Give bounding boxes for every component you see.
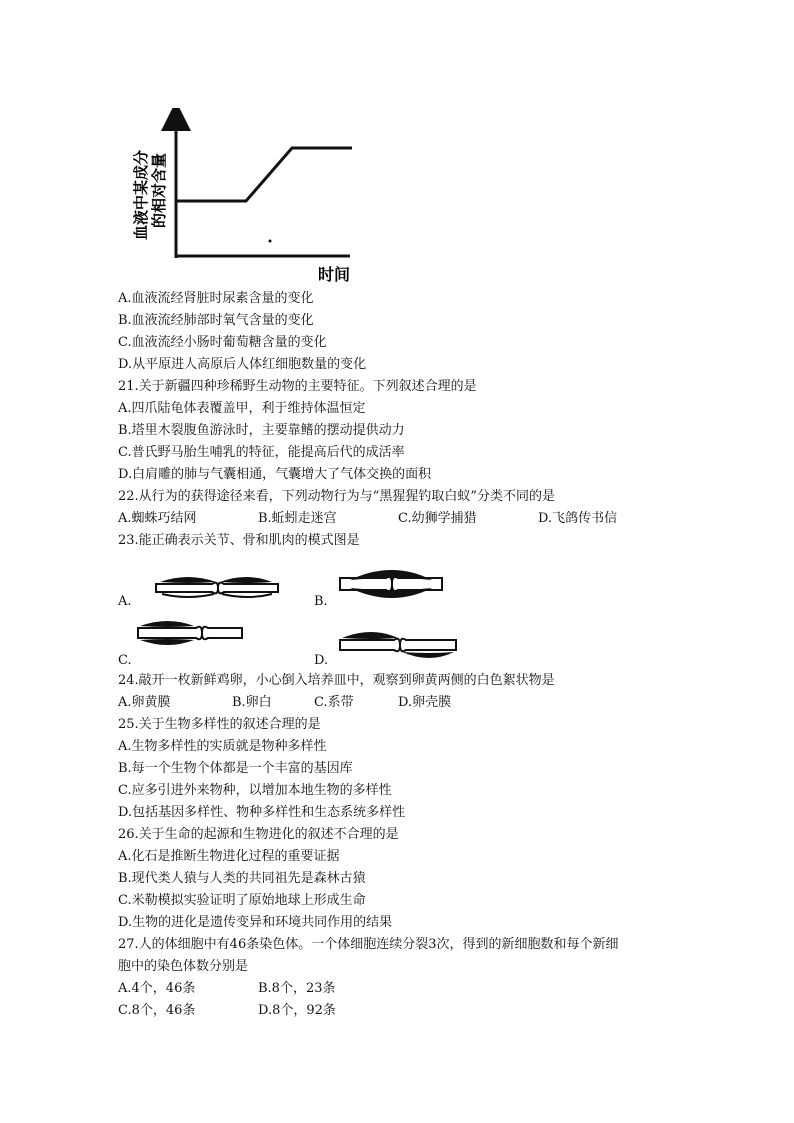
q25-option-b: B.每一个生物个体都是一个丰富的基因库 (118, 761, 353, 776)
q26-option-a: A.化石是推断生物进化过程的重要证据 (118, 849, 340, 864)
q24-option-b: B.卵白 (232, 695, 272, 710)
curve (176, 148, 352, 201)
y-axis-label-line2: 的相对含量 (150, 152, 168, 228)
q26-option-b: B.现代类人猿与人类的共同祖先是森林古猿 (118, 871, 366, 886)
q27-option-c: C.8个，46条 (118, 1003, 196, 1018)
q21-option-a: A.四爪陆龟体表覆盖甲，利于维持体温恒定 (118, 401, 366, 416)
q20-option-a: A.血液流经肾脏时尿素含量的变化 (118, 291, 314, 306)
q27-stem-line1: 27.人的体细胞中有46条染色体。一个体细胞连续分裂3次，得到的新细胞数和每个新细 (118, 937, 619, 952)
q27-option-a: A.4个，46条 (118, 981, 196, 996)
q23-stem: 23.能正确表示关节、骨和肌肉的模式图是 (118, 533, 360, 548)
q25-option-d: D.包括基因多样性、物种多样性和生态系统多样性 (118, 805, 406, 820)
q22-stem: 22.从行为的获得途径来看，下列动物行为与“黑猩猩钓取白蚁”分类不同的是 (118, 489, 555, 504)
q23-label-a: A. (118, 594, 132, 609)
q20-option-d: D.从平原进人高原后人体红细胞数量的变化 (118, 357, 367, 372)
x-axis-label: 时间 (318, 265, 351, 284)
q22-option-d: D.飞鸽传书信 (538, 511, 618, 526)
q22-option-a: A.蜘蛛巧结网 (118, 511, 197, 526)
q23-diagram-c (134, 616, 246, 650)
q27-option-d: D.8个，92条 (258, 1003, 336, 1018)
q24-option-a: A.卵黄膜 (118, 695, 171, 710)
q23-label-b: B. (314, 594, 328, 609)
q27-option-b: B.8个，23条 (258, 981, 336, 996)
q21-option-c: C.普氏野马胎生哺乳的特征，能提高后代的成活率 (118, 445, 405, 460)
q22-option-b: B.蚯蚓走迷宫 (258, 511, 337, 526)
q20-option-b: B.血液流经肺部时氧气含量的变化 (118, 313, 314, 328)
q24-stem: 24.敲开一枚新鲜鸡卵，小心倒入培养皿中，观察到卵黄两侧的白色絮状物是 (118, 673, 555, 688)
q22-option-c: C.幼狮学捕猎 (398, 511, 477, 526)
q23-diagram-a (152, 570, 282, 606)
q25-option-c: C.应多引进外来物种，以增加本地生物的多样性 (118, 783, 392, 798)
q21-option-b: B.塔里木裂腹鱼游泳时，主要靠鳍的摆动提供动力 (118, 423, 405, 438)
q20-option-c: C.血液流经小肠时葡萄糖含量的变化 (118, 335, 327, 350)
q25-option-a: A.生物多样性的实质就是物种多样性 (118, 739, 327, 754)
q26-option-c: C.米勒模拟实验证明了原始地球上形成生命 (118, 893, 366, 908)
q23-diagram-b (336, 564, 446, 604)
q23-label-d: D. (314, 653, 329, 668)
q25-stem: 25.关于生物多样性的叙述合理的是 (118, 717, 321, 732)
q23-diagram-d (336, 624, 460, 664)
dot-mark (269, 240, 272, 243)
q24-option-c: C.系带 (314, 695, 354, 710)
q27-stem-line2: 胞中的染色体数分别是 (118, 959, 249, 974)
y-axis-label-line1: 血液中某成分 (132, 149, 150, 240)
q26-option-d: D.生物的进化是遗传变异和环境共同作用的结果 (118, 915, 393, 930)
q20-graph (110, 108, 370, 288)
q26-stem: 26.关于生命的起源和生物进化的叙述不合理的是 (118, 827, 399, 842)
q21-option-d: D.白肩雕的肺与气囊相通，气囊增大了气体交换的面积 (118, 467, 432, 482)
q24-option-d: D.卵壳膜 (398, 695, 452, 710)
q21-stem: 21.关于新疆四种珍稀野生动物的主要特征。下列叙述合理的是 (118, 379, 477, 394)
q23-label-c: C. (118, 653, 132, 668)
